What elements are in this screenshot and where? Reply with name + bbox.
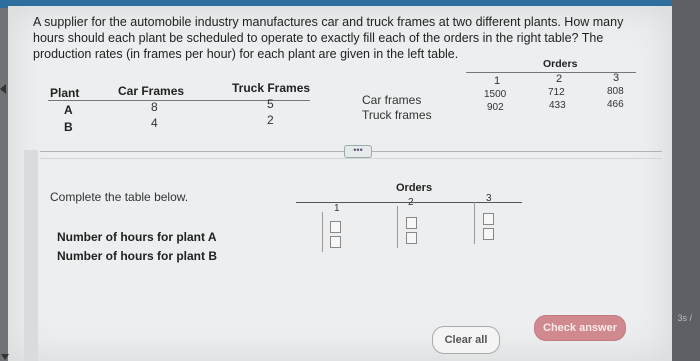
check-answer-button[interactable]: Check answer bbox=[534, 315, 626, 341]
header-plant: Plant bbox=[50, 86, 80, 100]
orders-truck-3: 466 bbox=[607, 99, 624, 110]
row-label-plant-b: Number of hours for plant B bbox=[57, 249, 217, 263]
collapse-arrow-icon[interactable] bbox=[0, 84, 6, 94]
header-car-frames: Car Frames bbox=[118, 84, 185, 98]
orders-col-1: 1 bbox=[494, 75, 501, 87]
answer-col-divider-1 bbox=[322, 212, 323, 252]
row-label-plant-a: Number of hours for plant A bbox=[57, 230, 217, 244]
left-strip bbox=[0, 8, 8, 361]
prompt-text: Complete the table below. bbox=[50, 190, 189, 204]
orders-car-2: 712 bbox=[548, 87, 565, 98]
orders-col-3: 3 bbox=[613, 72, 620, 84]
expand-button[interactable]: ••• bbox=[344, 145, 372, 158]
plant-a-label: A bbox=[64, 103, 73, 117]
orders-car-3: 808 bbox=[607, 86, 624, 97]
orders-truck-1: 902 bbox=[487, 102, 504, 113]
orders-title: Orders bbox=[543, 58, 578, 70]
plant-b-truck: 2 bbox=[267, 113, 274, 127]
right-band bbox=[672, 0, 700, 361]
answer-col-divider-2 bbox=[397, 206, 398, 248]
hours-b-order-1-input[interactable] bbox=[330, 236, 341, 248]
plant-a-car: 8 bbox=[151, 100, 158, 114]
orders-car-1: 1500 bbox=[484, 89, 507, 100]
plant-b-label: B bbox=[64, 120, 73, 134]
orders-row-car-label: Car frames bbox=[362, 93, 422, 107]
answer-col-1: 1 bbox=[334, 203, 340, 214]
hours-b-order-3-input[interactable] bbox=[483, 228, 494, 240]
orders-col-2: 2 bbox=[556, 73, 563, 85]
scroll-down-arrow-icon[interactable] bbox=[1, 354, 9, 360]
header-truck-frames: Truck Frames bbox=[232, 81, 311, 95]
orders-truck-2: 433 bbox=[549, 100, 566, 111]
plant-b-car: 4 bbox=[151, 116, 158, 130]
answer-orders-title: Orders bbox=[396, 182, 433, 194]
hours-a-order-3-input[interactable] bbox=[483, 213, 494, 225]
answer-col-3: 3 bbox=[486, 193, 492, 204]
hours-a-order-2-input[interactable] bbox=[406, 217, 417, 229]
corner-text: 3s / bbox=[677, 313, 692, 323]
question-text: A supplier for the automobile industry manufactures car and truck frames at two different plants. How many hours should each plant be scheduled to operate to exactly fill each of the orders in the right table? The production rates (in frames per hour) for each plant are given in the left table. bbox=[33, 15, 624, 61]
hours-a-order-1-input[interactable] bbox=[330, 221, 341, 233]
clear-all-button[interactable]: Clear all bbox=[432, 326, 500, 354]
orders-row-truck-label: Truck frames bbox=[362, 108, 432, 122]
answer-col-2: 2 bbox=[408, 197, 414, 208]
plant-a-truck: 5 bbox=[267, 97, 274, 111]
answer-col-divider-3 bbox=[474, 202, 475, 244]
hours-b-order-2-input[interactable] bbox=[406, 232, 417, 244]
orders-title-rule bbox=[466, 72, 636, 73]
section-divider-shadow bbox=[40, 158, 662, 159]
left-gutter bbox=[24, 150, 38, 361]
